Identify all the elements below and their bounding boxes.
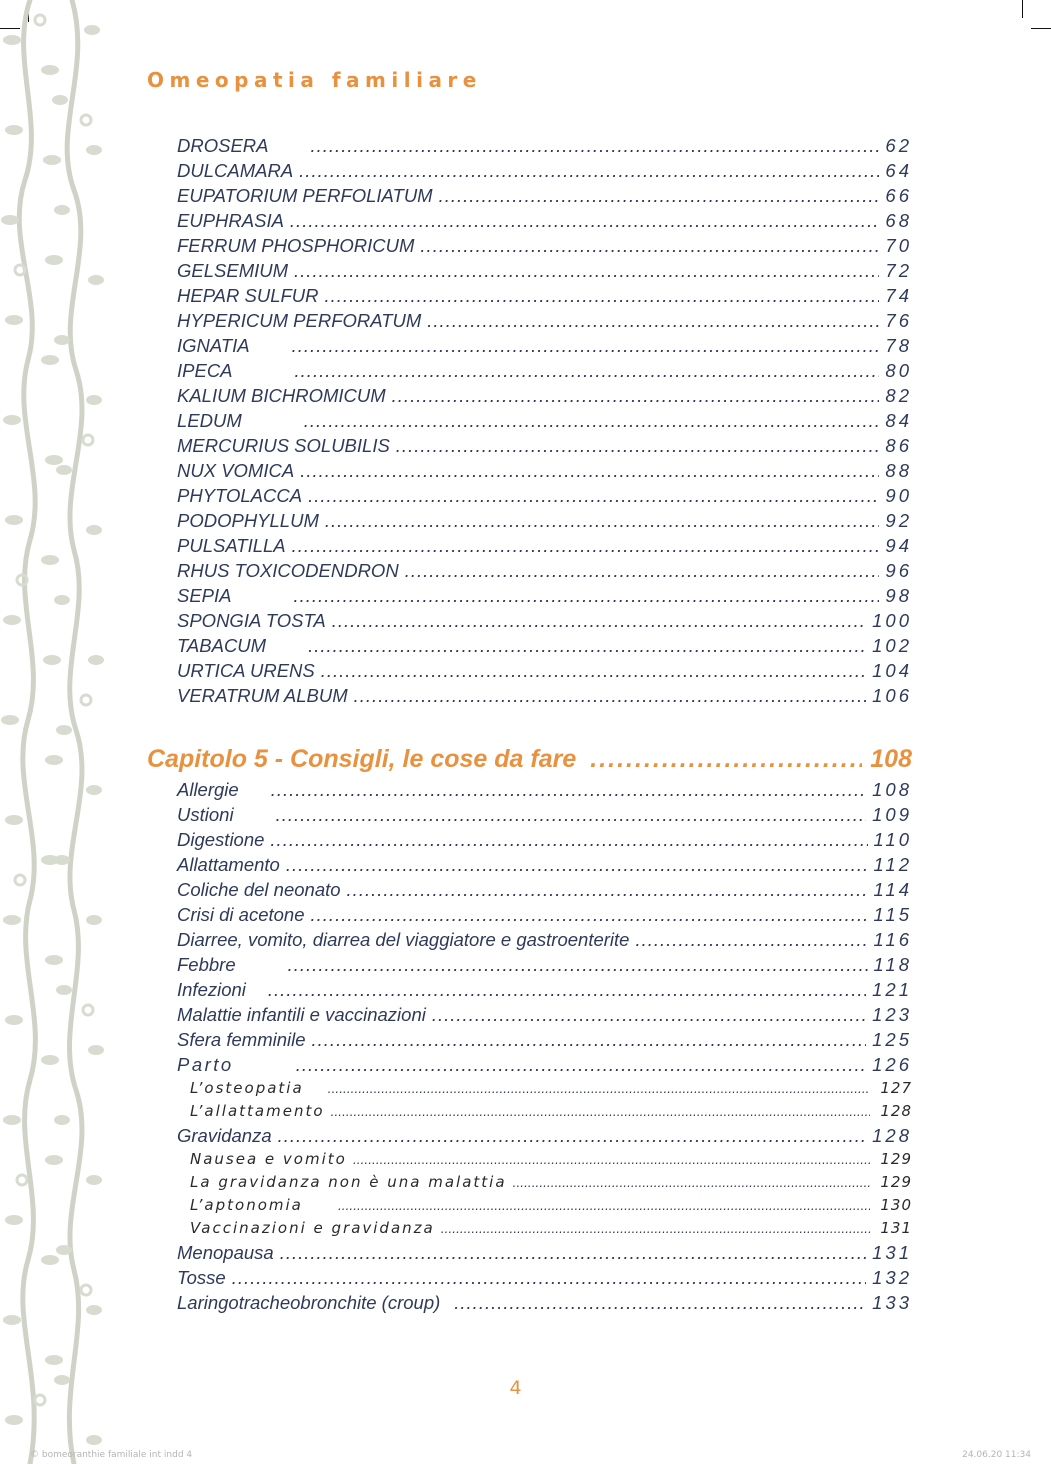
entry-label: EUPATORIUM PERFOLIATUM — [177, 185, 433, 206]
toc-entry[interactable] — [177, 952, 912, 977]
toc-entry[interactable] — [177, 683, 912, 708]
entry-page-number: 94 — [885, 535, 912, 556]
dot-leader — [513, 1172, 871, 1195]
toc-subentry[interactable] — [177, 1148, 912, 1171]
dot-leader — [441, 1218, 871, 1241]
entry-page-number: 106 — [872, 685, 912, 706]
dot-leader — [292, 333, 880, 358]
dot-leader — [311, 133, 880, 158]
section-gap — [177, 708, 912, 741]
entry-label: Gravidanza — [177, 1125, 272, 1146]
dot-leader — [311, 902, 868, 927]
toc-entry[interactable] — [177, 902, 912, 927]
entry-label: Parto — [177, 1054, 234, 1075]
entry-label: IGNATIA — [177, 335, 250, 356]
toc-entry[interactable] — [177, 483, 912, 508]
toc-entry[interactable] — [177, 1123, 912, 1148]
entry-label: KALIUM BICHROMICUM — [177, 385, 386, 406]
entry-page-number: 132 — [872, 1267, 912, 1288]
entry-page-number: 102 — [872, 635, 912, 656]
dot-leader — [454, 1290, 866, 1315]
entry-label: PHYTOLACCA — [177, 485, 303, 506]
dot-leader — [288, 952, 868, 977]
toc-entry[interactable] — [177, 408, 912, 433]
entry-page-number: 80 — [885, 360, 912, 381]
dot-leader — [294, 583, 880, 608]
toc-entry[interactable] — [177, 827, 912, 852]
entry-page-number: 90 — [885, 485, 912, 506]
toc-subentry[interactable] — [177, 1171, 912, 1194]
toc-entry[interactable] — [177, 1290, 912, 1315]
toc-entry[interactable] — [177, 852, 912, 877]
entry-page-number: 100 — [872, 610, 912, 631]
entry-page-number: 125 — [872, 1029, 912, 1050]
vine-border-decoration — [0, 0, 112, 1464]
entry-page-number: 121 — [872, 979, 912, 1000]
toc-entry[interactable] — [177, 508, 912, 533]
entry-label: LEDUM — [177, 410, 242, 431]
entry-label: Laringotracheobronchite (croup) — [177, 1292, 441, 1313]
entry-page-number: 68 — [885, 210, 912, 231]
entry-page-number: 129 — [880, 1150, 912, 1168]
entry-label: IPECA — [177, 360, 233, 381]
dot-leader — [271, 777, 866, 802]
toc-entry[interactable] — [177, 977, 912, 1002]
dot-leader — [353, 1149, 871, 1172]
entry-label: FERRUM PHOSPHORICUM — [177, 235, 415, 256]
dot-leader — [432, 1002, 866, 1027]
dot-leader — [295, 358, 880, 383]
entry-page-number: 108 — [872, 779, 912, 800]
toc-entry[interactable] — [177, 133, 912, 158]
dot-leader — [325, 508, 880, 533]
running-head: Omeopatia familiare — [147, 68, 482, 92]
page-number: 4 — [509, 1377, 522, 1399]
entry-page-number: 131 — [872, 1242, 912, 1263]
entry-page-number: 112 — [873, 854, 912, 875]
entry-label: L’osteopatia — [190, 1079, 304, 1097]
entry-page-number: 84 — [885, 410, 912, 431]
entry-page-number: 114 — [873, 879, 912, 900]
toc-entry[interactable] — [177, 927, 912, 952]
entry-page-number: 98 — [885, 585, 912, 606]
entry-label: SEPIA — [177, 585, 232, 606]
entry-page-number: 78 — [885, 335, 912, 356]
toc-entry[interactable] — [177, 1002, 912, 1027]
entry-label: DROSERA — [177, 135, 269, 156]
remedies-list — [177, 133, 912, 708]
entry-page-number: 76 — [885, 310, 912, 331]
entry-label: NUX VOMICA — [177, 460, 295, 481]
entry-page-number: 104 — [872, 660, 912, 681]
entry-label: Allattamento — [177, 854, 280, 875]
toc-entry[interactable] — [177, 258, 912, 283]
dot-leader — [427, 308, 879, 333]
entry-label: EUPHRASIA — [177, 210, 284, 231]
dot-leader — [635, 927, 867, 952]
entry-page-number: 86 — [885, 435, 912, 456]
entry-page-number: 96 — [885, 560, 912, 581]
dot-leader — [278, 1123, 867, 1148]
entry-page-number: 116 — [873, 929, 912, 950]
entry-page-number: 109 — [872, 804, 912, 825]
entry-page-number: 130 — [880, 1196, 912, 1214]
dot-leader — [396, 433, 880, 458]
dot-leader — [308, 633, 866, 658]
toc-entry[interactable] — [177, 358, 912, 383]
toc-entry[interactable] — [177, 777, 912, 802]
entry-page-number: 129 — [880, 1173, 912, 1191]
entry-page-number: 62 — [885, 135, 912, 156]
entry-label: Allergie — [177, 779, 239, 800]
dot-leader — [276, 802, 867, 827]
dot-leader — [294, 258, 879, 283]
dot-leader — [286, 852, 868, 877]
entry-label: PODOPHYLLUM — [177, 510, 319, 531]
entry-page-number: 70 — [885, 235, 912, 256]
entry-page-number: 115 — [873, 904, 912, 925]
dot-leader — [392, 383, 880, 408]
dot-leader — [590, 741, 862, 777]
dot-leader — [268, 977, 866, 1002]
dot-leader — [232, 1265, 866, 1290]
entry-page-number: 88 — [885, 460, 912, 481]
topics-list — [177, 777, 912, 1315]
entry-page-number: 126 — [872, 1054, 912, 1075]
entry-page-number: 110 — [873, 829, 912, 850]
dot-leader — [321, 658, 866, 683]
entry-label: Coliche del neonato — [177, 879, 341, 900]
entry-label: Ustioni — [177, 804, 234, 825]
dot-leader — [280, 1240, 866, 1265]
chapter-page: 108 — [870, 745, 912, 773]
entry-label: Febbre — [177, 954, 236, 975]
entry-label: VERATRUM ALBUM — [177, 685, 348, 706]
toc-subentry[interactable] — [177, 1217, 912, 1240]
dot-leader — [300, 458, 879, 483]
entry-label: Vaccinazioni e gravidanza — [190, 1219, 435, 1237]
entry-page-number: 123 — [872, 1004, 912, 1025]
entry-label: Tosse — [177, 1267, 226, 1288]
entry-label: Malattie infantili e vaccinazioni — [177, 1004, 426, 1025]
entry-page-number: 118 — [873, 954, 912, 975]
entry-label: Sfera femminile — [177, 1029, 306, 1050]
dot-leader — [354, 683, 866, 708]
entry-label: Infezioni — [177, 979, 246, 1000]
entry-label: URTICA URENS — [177, 660, 315, 681]
entry-label: L’aptonomia — [190, 1196, 303, 1214]
toc-entry[interactable] — [177, 458, 912, 483]
dot-leader — [308, 483, 879, 508]
entry-label: GELSEMIUM — [177, 260, 289, 281]
entry-label: TABACUM — [177, 635, 267, 656]
entry-label: HYPERICUM PERFORATUM — [177, 310, 422, 331]
entry-label: HEPAR SULFUR — [177, 285, 319, 306]
toc-entry[interactable] — [177, 333, 912, 358]
toc-entry[interactable] — [177, 802, 912, 827]
toc-entry[interactable] — [177, 633, 912, 658]
chapter-heading[interactable] — [147, 741, 912, 777]
entry-label: L’allattamento — [190, 1102, 325, 1120]
entry-label: Nausea e vomito — [190, 1150, 347, 1168]
toc-entry[interactable] — [177, 1240, 912, 1265]
entry-page-number: 66 — [885, 185, 912, 206]
entry-page-number: 133 — [872, 1292, 912, 1313]
dot-leader — [338, 1195, 871, 1218]
entry-label: DULCAMARA — [177, 160, 294, 181]
entry-page-number: 127 — [880, 1079, 912, 1097]
dot-leader — [296, 1052, 866, 1077]
entry-page-number: 92 — [885, 510, 912, 531]
print-slug-date: 24.06.20 11:34 — [962, 1450, 1031, 1460]
toc-entry[interactable] — [177, 283, 912, 308]
entry-label: RHUS TOXICODENDRON — [177, 560, 399, 581]
toc-entry[interactable] — [177, 308, 912, 333]
toc-entry[interactable] — [177, 877, 912, 902]
toc-entry[interactable] — [177, 208, 912, 233]
dot-leader — [292, 533, 880, 558]
toc-subentry[interactable] — [177, 1194, 912, 1217]
dot-leader — [420, 233, 879, 258]
dot-leader — [405, 558, 880, 583]
entry-page-number: 128 — [880, 1102, 912, 1120]
toc-subentry[interactable] — [177, 1100, 912, 1123]
toc-entry[interactable] — [177, 608, 912, 633]
toc-entry[interactable] — [177, 658, 912, 683]
entry-label: Digestione — [177, 829, 265, 850]
toc-entry[interactable] — [177, 433, 912, 458]
chapter-title: Capitolo 5 - Consigli, le cose da fare — [147, 745, 577, 773]
dot-leader — [328, 1078, 871, 1101]
table-of-contents — [147, 133, 912, 1315]
toc-entry[interactable] — [177, 533, 912, 558]
dot-leader — [299, 158, 879, 183]
toc-entry[interactable] — [177, 233, 912, 258]
toc-entry[interactable] — [177, 183, 912, 208]
dot-leader — [290, 208, 880, 233]
entry-label: La gravidanza non è una malattia — [190, 1173, 507, 1191]
entry-page-number: 72 — [885, 260, 912, 281]
dot-leader — [332, 608, 866, 633]
toc-entry[interactable] — [177, 1265, 912, 1290]
toc-entry[interactable] — [177, 383, 912, 408]
entry-label: MERCURIUS SOLUBILIS — [177, 435, 390, 456]
entry-page-number: 82 — [885, 385, 912, 406]
toc-entry[interactable] — [177, 1052, 912, 1077]
entry-label: Crisi di acetone — [177, 904, 305, 925]
toc-entry[interactable] — [177, 558, 912, 583]
entry-label: Menopausa — [177, 1242, 274, 1263]
crop-mark-top-right — [1022, 0, 1023, 18]
toc-entry[interactable] — [177, 583, 912, 608]
entry-label: Diarree, vomito, diarrea del viaggiatore e gastroenterite — [177, 929, 630, 950]
dot-leader — [347, 877, 868, 902]
entry-label: SPONGIA TOSTA — [177, 610, 326, 631]
dot-leader — [439, 183, 880, 208]
toc-subentry[interactable] — [177, 1077, 912, 1100]
dot-leader — [331, 1101, 871, 1124]
entry-label: PULSATILLA — [177, 535, 286, 556]
toc-entry[interactable] — [177, 1027, 912, 1052]
entry-page-number: 74 — [885, 285, 912, 306]
dot-leader — [325, 283, 880, 308]
dot-leader — [312, 1027, 867, 1052]
print-slug-file: © bomeoranthie familiale int indd 4 — [30, 1450, 193, 1460]
toc-entry[interactable] — [177, 158, 912, 183]
dot-leader — [270, 827, 867, 852]
entry-page-number: 64 — [885, 160, 912, 181]
crop-mark-right — [1031, 28, 1051, 29]
entry-page-number: 131 — [880, 1219, 912, 1237]
entry-page-number: 128 — [872, 1125, 912, 1146]
dot-leader — [304, 408, 880, 433]
